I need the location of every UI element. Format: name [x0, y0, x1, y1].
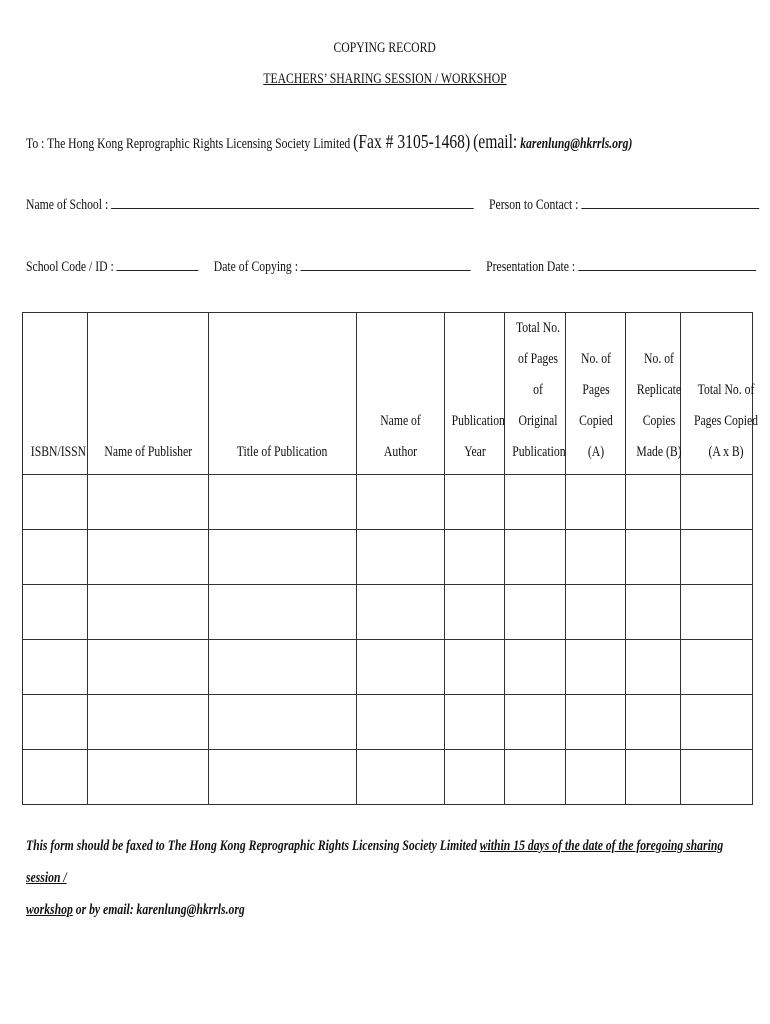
- cell-title[interactable]: [209, 475, 357, 530]
- header-total-pages-copied: Total No. of Pages Copied (A x B): [681, 313, 753, 475]
- header-title: Title of Publication: [209, 313, 357, 475]
- cell-author[interactable]: [357, 585, 445, 640]
- cell-total-copied[interactable]: [681, 750, 753, 805]
- cell-total-copied[interactable]: [681, 640, 753, 695]
- presentation-date-label: Presentation Date :: [486, 259, 576, 275]
- cell-title[interactable]: [209, 695, 357, 750]
- cell-replicate-copies[interactable]: [626, 640, 681, 695]
- cell-isbn[interactable]: [23, 695, 88, 750]
- table-row: [23, 530, 753, 585]
- cell-replicate-copies[interactable]: [626, 530, 681, 585]
- copying-record-table: [22, 312, 759, 805]
- school-code-label: School Code / ID :: [26, 259, 114, 275]
- cell-publisher[interactable]: [88, 695, 209, 750]
- cell-total-copied[interactable]: [681, 585, 753, 640]
- table-header-row: [23, 313, 753, 475]
- form-subtitle: TEACHERS’ SHARING SESSION / WORKSHOP: [263, 71, 507, 87]
- cell-pages-copied[interactable]: [566, 475, 626, 530]
- school-name-field[interactable]: [111, 195, 474, 209]
- fax-number: (Fax # 3105-1468): [353, 131, 471, 153]
- cell-year[interactable]: [445, 530, 505, 585]
- table-row: [23, 585, 753, 640]
- cell-isbn[interactable]: [23, 530, 88, 585]
- table-row: [23, 750, 753, 805]
- recipient-line: [26, 131, 770, 154]
- cell-total-copied[interactable]: [681, 475, 753, 530]
- cell-total-pages[interactable]: [505, 695, 566, 750]
- cell-author[interactable]: [357, 695, 445, 750]
- recipient-name: To : The Hong Kong Reprographic Rights Licensing Society Limited: [26, 136, 351, 152]
- cell-publisher[interactable]: [88, 475, 209, 530]
- cell-isbn[interactable]: [23, 640, 88, 695]
- email-label: (email:: [473, 131, 518, 153]
- cell-total-pages[interactable]: [505, 640, 566, 695]
- cell-publisher[interactable]: [88, 530, 209, 585]
- cell-author[interactable]: [357, 530, 445, 585]
- header-publisher: Name of Publisher: [88, 313, 209, 475]
- person-contact-field[interactable]: [581, 195, 759, 209]
- cell-total-pages[interactable]: [505, 475, 566, 530]
- cell-publisher[interactable]: [88, 585, 209, 640]
- cell-pages-copied[interactable]: [566, 530, 626, 585]
- header-isbn: ISBN/ISSN: [23, 313, 88, 475]
- cell-replicate-copies[interactable]: [626, 475, 681, 530]
- cell-isbn[interactable]: [23, 585, 88, 640]
- cell-total-pages[interactable]: [505, 750, 566, 805]
- header-publication-year: Publication Year: [445, 313, 505, 475]
- cell-publisher[interactable]: [88, 750, 209, 805]
- cell-year[interactable]: [445, 750, 505, 805]
- cell-pages-copied[interactable]: [566, 640, 626, 695]
- cell-author[interactable]: [357, 640, 445, 695]
- cell-pages-copied[interactable]: [566, 695, 626, 750]
- header-author: Name of Author: [357, 313, 445, 475]
- school-name-label: Name of School :: [26, 197, 109, 213]
- table-row: [23, 475, 753, 530]
- cell-title[interactable]: [209, 585, 357, 640]
- school-name-row: [26, 195, 770, 214]
- table-row: [23, 695, 753, 750]
- cell-isbn[interactable]: [23, 475, 88, 530]
- cell-pages-copied[interactable]: [566, 750, 626, 805]
- cell-isbn[interactable]: [23, 750, 88, 805]
- header-total-pages-original: Total No. of Pages of Original Publication: [505, 313, 566, 475]
- cell-replicate-copies[interactable]: [626, 750, 681, 805]
- cell-total-copied[interactable]: [681, 695, 753, 750]
- cell-total-copied[interactable]: [681, 530, 753, 585]
- cell-title[interactable]: [209, 530, 357, 585]
- form-title: COPYING RECORD: [333, 40, 437, 56]
- date-copying-field[interactable]: [301, 257, 471, 271]
- cell-year[interactable]: [445, 475, 505, 530]
- footer-text-1: This form should be faxed to The Hong Kong Reprographic Rights Licensing Society Limited: [26, 838, 477, 854]
- cell-author[interactable]: [357, 475, 445, 530]
- cell-year[interactable]: [445, 640, 505, 695]
- footer-deadline: within 15 days of the date of the foregoing sharing session /: [26, 838, 724, 886]
- cell-author[interactable]: [357, 750, 445, 805]
- footer-workshop: workshop: [26, 902, 73, 918]
- cell-publisher[interactable]: [88, 640, 209, 695]
- header-pages-copied: No. of Pages Copied (A): [566, 313, 626, 475]
- cell-total-pages[interactable]: [505, 585, 566, 640]
- email-address: karenlung@hkrrls.org): [520, 136, 633, 152]
- footer-instructions: [26, 830, 751, 926]
- date-copying-label: Date of Copying :: [213, 259, 298, 275]
- header-replicate-copies: No. of Replicate Copies Made (B): [626, 313, 681, 475]
- cell-year[interactable]: [445, 695, 505, 750]
- cell-pages-copied[interactable]: [566, 585, 626, 640]
- cell-title[interactable]: [209, 750, 357, 805]
- person-contact-label: Person to Contact :: [489, 197, 579, 213]
- presentation-date-field[interactable]: [578, 257, 756, 271]
- cell-year[interactable]: [445, 585, 505, 640]
- table-row: [23, 640, 753, 695]
- cell-total-pages[interactable]: [505, 530, 566, 585]
- footer-email: or by email: karenlung@hkrrls.org: [75, 902, 245, 918]
- cell-replicate-copies[interactable]: [626, 585, 681, 640]
- school-code-field[interactable]: [117, 257, 199, 271]
- school-code-row: [26, 257, 770, 276]
- cell-replicate-copies[interactable]: [626, 695, 681, 750]
- cell-title[interactable]: [209, 640, 357, 695]
